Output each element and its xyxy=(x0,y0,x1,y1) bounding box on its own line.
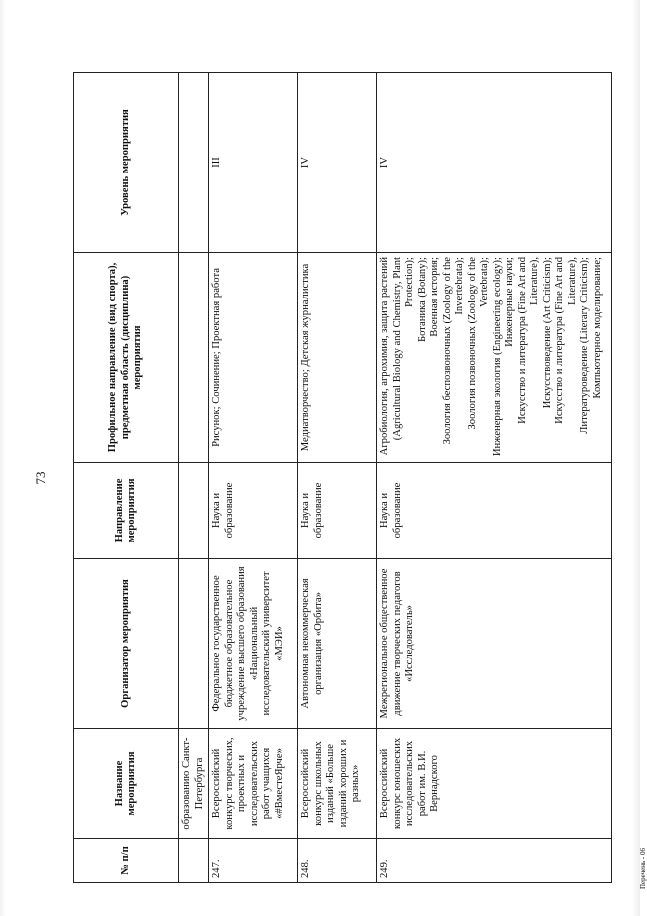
cell-name: Всероссийский конкурс юношеских исследовательских работ им. В.И. Вернадского xyxy=(377,729,612,839)
profile-item: Инженерная экология (Engineering ecology); xyxy=(491,257,503,457)
cell-organizer: Автономная некоммерческая организация «Орбита» xyxy=(298,559,377,729)
profile-item: Агробиология, агрохимия, защита растений (Agricultural Biology and Chemistry, Plant Protection); xyxy=(379,257,415,456)
profile-item: Ботаника (Botany); xyxy=(416,257,428,342)
cell-direction xyxy=(179,463,209,559)
cell-direction: Наука и образование xyxy=(377,463,612,559)
cell-profile: Рисунок; Сочинение; Проектная работа xyxy=(209,253,298,463)
table-row xyxy=(179,73,209,883)
profile-item: Инженерные науки; xyxy=(504,257,515,347)
page-footer: Перечень - 06 xyxy=(639,848,647,889)
profile-item: Литературоведение (Literary Criticism); xyxy=(579,257,590,434)
cell-name: образованию Санкт-Петербурга xyxy=(179,729,209,839)
page-number: 73 xyxy=(33,471,48,485)
cell-organizer: Межрегиональное общественное движение творческих педагогов «Исследователь» xyxy=(377,559,612,729)
cell-level: IV xyxy=(298,73,377,253)
cell-profile xyxy=(179,253,209,463)
profile-item: Компьютерное моделирование; xyxy=(591,257,603,399)
cell-num: 249. xyxy=(377,839,612,883)
col-header-direction: Направление мероприятия xyxy=(74,463,179,559)
table-row xyxy=(209,73,298,883)
cell-direction: Наука и образование xyxy=(209,463,298,559)
cell-name: Всероссийский конкурс школьных изданий «Больше изданий хороших и разных» xyxy=(298,729,377,839)
col-header-level: Уровень мероприятия xyxy=(74,73,179,253)
profile-item: Военная история; xyxy=(429,257,440,337)
cell-organizer: Федеральное государственное бюджетное образовательное учреждение высшего образования «Национальный исследовательский университет «МЭИ» xyxy=(209,559,298,729)
events-table xyxy=(73,72,612,883)
cell-num: 247. xyxy=(209,839,298,883)
cell-direction: Наука и образование xyxy=(298,463,377,559)
profile-item: Искусствоведение (Art Criticism); xyxy=(541,257,553,409)
profile-item: Зоология позвоночных (Zoology of the Vertebrata); xyxy=(466,257,490,430)
cell-num xyxy=(179,839,209,883)
profile-item: Искусство и литература (Fine Art and Literature), xyxy=(554,257,578,424)
col-header-organizer: Организатор мероприятия xyxy=(74,559,179,729)
cell-level: III xyxy=(209,73,298,253)
cell-level xyxy=(179,73,209,253)
cell-num: 248. xyxy=(298,839,377,883)
cell-organizer xyxy=(179,559,209,729)
cell-level: IV xyxy=(377,73,612,253)
col-header-profile: Профильное направление (вид спорта), предметная область (дисциплина) мероприятия xyxy=(74,253,179,463)
table-row xyxy=(377,73,612,883)
cell-name: Всероссийский конкурс творческих, проектных и исследовательских работ учащихся «#ВместеЯрче» xyxy=(209,729,298,839)
col-header-num: № п/п xyxy=(74,839,179,883)
rotated-page xyxy=(33,73,647,889)
cell-profile: Медиатворчество; Детская журналистика xyxy=(298,253,377,463)
col-header-name: Название мероприятия xyxy=(74,729,179,839)
cell-profile xyxy=(377,253,612,463)
profile-item: Зоология беспозвоночных (Zoology of the Invertebrata); xyxy=(441,257,465,445)
table-row xyxy=(298,73,377,883)
table-header xyxy=(74,73,179,883)
profile-item: Искусство и литература (Fine Art and Literature), xyxy=(516,257,540,424)
